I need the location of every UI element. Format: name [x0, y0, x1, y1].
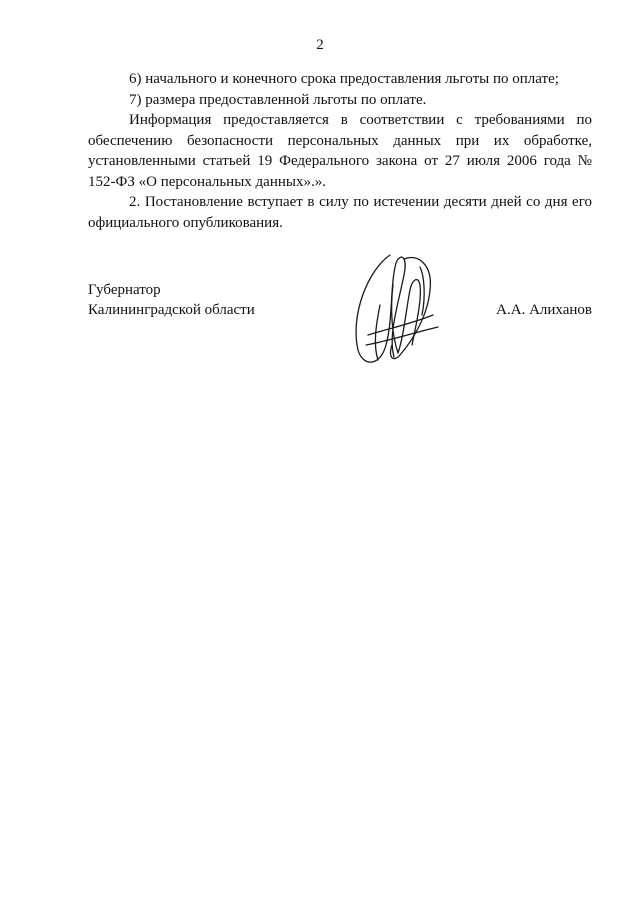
list-item-6: 6) начального и конечного срока предоставления льготы по оплате; [129, 71, 559, 87]
list-item-7: 7) размера предоставленной льготы по оплате. [129, 91, 427, 108]
position-line-2: Калининградской области [88, 302, 255, 318]
position-line-1: Губернатор [88, 282, 161, 298]
handwritten-signature-icon [338, 245, 448, 370]
page-number: 2 [316, 37, 324, 53]
information-paragraph: Информация предоставляется в соответствии с требованиями по обеспечению безопасности персональных данных при их обработке, установленными статьей 19 Федерального закона от 27 июля 2006 года № 152-ФЗ «О персональных данных».». [88, 112, 592, 190]
signature-block [88, 280, 592, 370]
signer-name: А.А. Алиханов [496, 302, 592, 318]
effective-date-paragraph: 2. Постановление вступает в силу по истечении десяти дней со дня его официального опубликования. [88, 194, 592, 231]
document-body [88, 69, 592, 233]
signer-position [88, 280, 255, 320]
